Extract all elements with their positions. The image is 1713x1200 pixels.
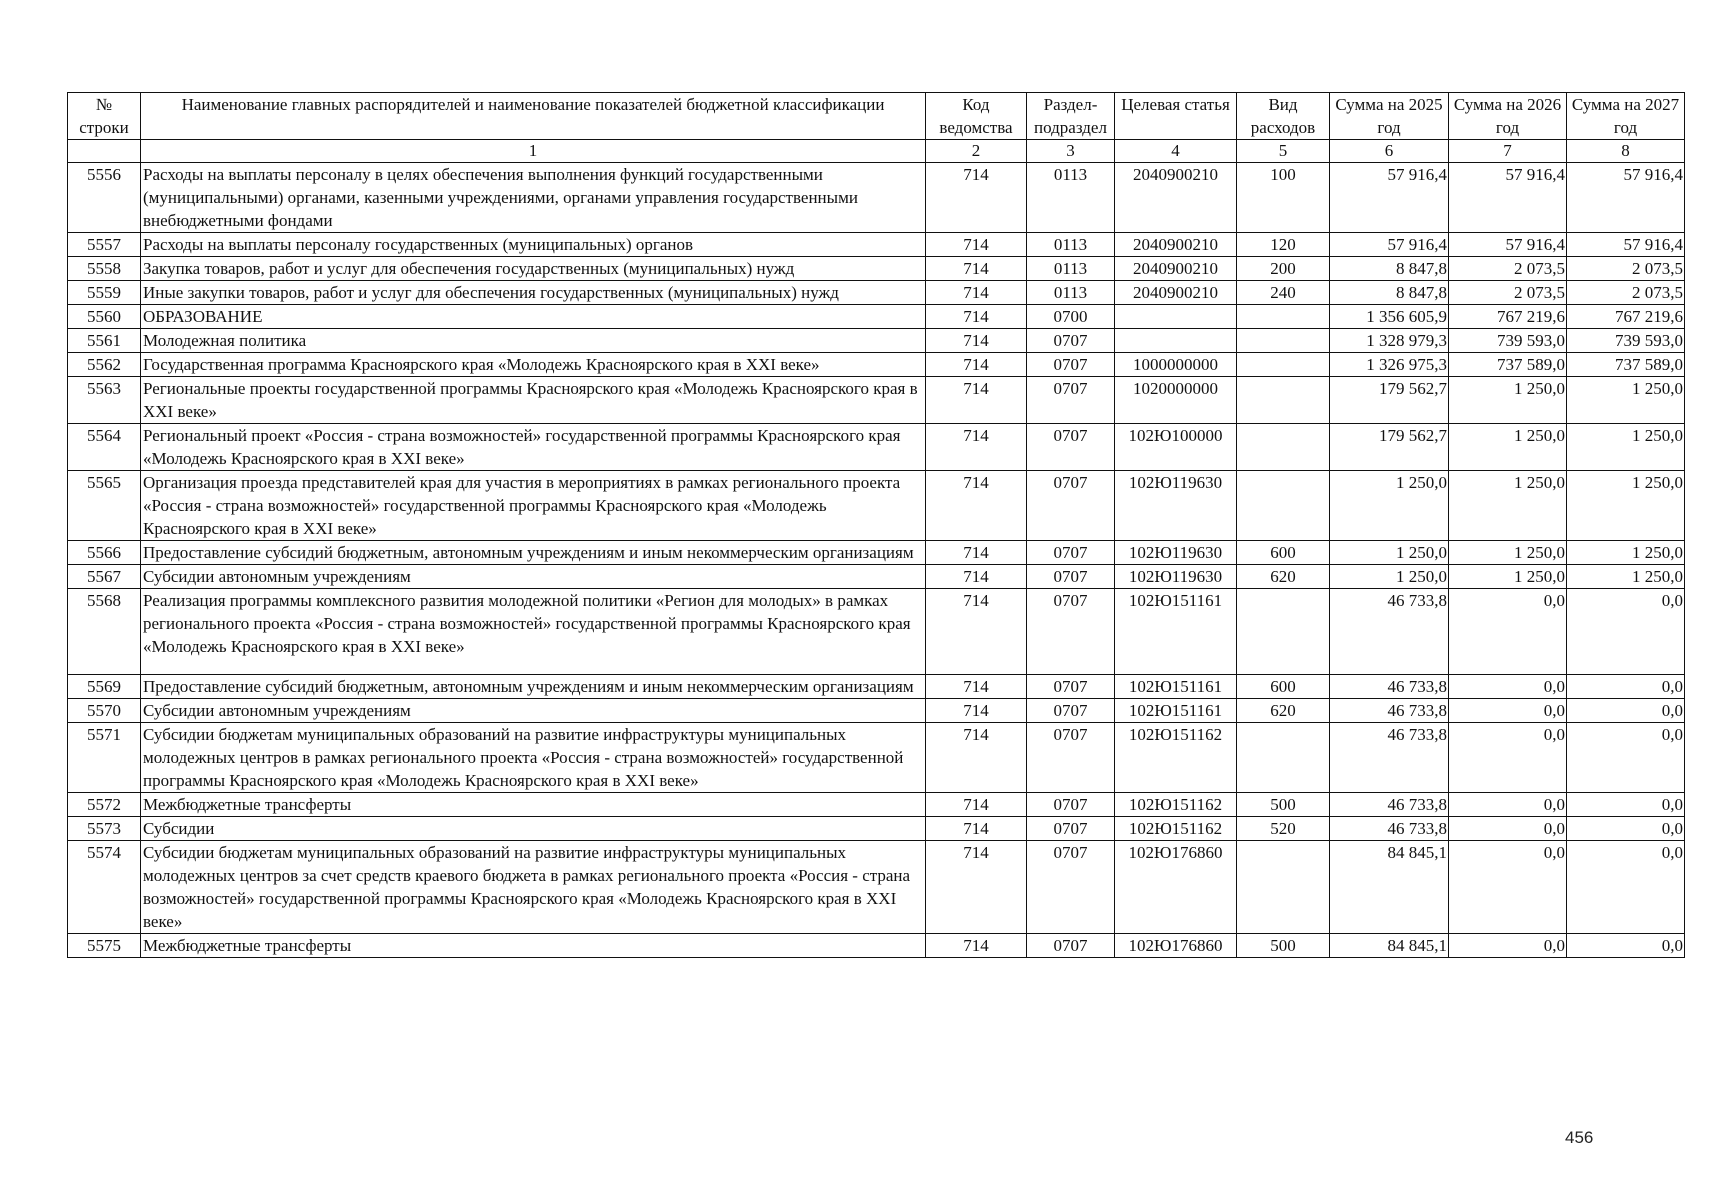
row-sum-2026: 0,0 bbox=[1449, 589, 1567, 675]
row-section: 0707 bbox=[1027, 675, 1115, 699]
row-dept-code: 714 bbox=[926, 723, 1027, 793]
row-dept-code: 714 bbox=[926, 163, 1027, 233]
row-name: Региональные проекты государственной программы Красноярского края «Молодежь Красноярского края в XXI веке» bbox=[141, 377, 926, 424]
row-target: 1020000000 bbox=[1115, 377, 1237, 424]
header-dept-code: Код ведомства bbox=[926, 93, 1027, 140]
row-sum-2025: 1 250,0 bbox=[1330, 565, 1449, 589]
table-row bbox=[68, 163, 1685, 233]
row-name: Реализация программы комплексного развития молодежной политики «Регион для молодых» в рамках регионального проекта «Россия - страна возможностей» государственной программы Красноярского края «Молодежь Красноярского края в XXI веке» bbox=[141, 589, 926, 675]
column-number: 4 bbox=[1115, 140, 1237, 163]
row-exp-type bbox=[1237, 424, 1330, 471]
header-row-no: № строки bbox=[68, 93, 141, 140]
row-section: 0707 bbox=[1027, 817, 1115, 841]
row-number: 5574 bbox=[68, 841, 141, 934]
row-dept-code: 714 bbox=[926, 471, 1027, 541]
header-row bbox=[68, 93, 1685, 140]
row-exp-type bbox=[1237, 353, 1330, 377]
header-section: Раздел-подраздел bbox=[1027, 93, 1115, 140]
row-sum-2025: 46 733,8 bbox=[1330, 675, 1449, 699]
row-number: 5556 bbox=[68, 163, 141, 233]
row-target: 2040900210 bbox=[1115, 281, 1237, 305]
header-name: Наименование главных распорядителей и наименование показателей бюджетной классификации bbox=[141, 93, 926, 140]
row-number: 5567 bbox=[68, 565, 141, 589]
row-number: 5575 bbox=[68, 934, 141, 958]
row-sum-2026: 767 219,6 bbox=[1449, 305, 1567, 329]
row-section: 0707 bbox=[1027, 934, 1115, 958]
row-target: 102Ю151161 bbox=[1115, 589, 1237, 675]
row-name: Иные закупки товаров, работ и услуг для обеспечения государственных (муниципальных) нужд bbox=[141, 281, 926, 305]
row-name: Межбюджетные трансферты bbox=[141, 793, 926, 817]
row-section: 0707 bbox=[1027, 699, 1115, 723]
row-name: Предоставление субсидий бюджетным, автономным учреждениям и иным некоммерческим организациям bbox=[141, 541, 926, 565]
row-sum-2027: 2 073,5 bbox=[1567, 257, 1685, 281]
row-name: Расходы на выплаты персоналу государственных (муниципальных) органов bbox=[141, 233, 926, 257]
row-name: Региональный проект «Россия - страна возможностей» государственной программы Красноярского края «Молодежь Красноярского края в XXI веке» bbox=[141, 424, 926, 471]
column-number: 8 bbox=[1567, 140, 1685, 163]
header-sum-2025: Сумма на 2025 год bbox=[1330, 93, 1449, 140]
row-dept-code: 714 bbox=[926, 934, 1027, 958]
table-row bbox=[68, 934, 1685, 958]
row-sum-2025: 8 847,8 bbox=[1330, 281, 1449, 305]
row-section: 0113 bbox=[1027, 257, 1115, 281]
row-sum-2025: 84 845,1 bbox=[1330, 934, 1449, 958]
row-exp-type bbox=[1237, 305, 1330, 329]
row-name: ОБРАЗОВАНИЕ bbox=[141, 305, 926, 329]
row-number: 5571 bbox=[68, 723, 141, 793]
row-section: 0707 bbox=[1027, 841, 1115, 934]
row-sum-2027: 0,0 bbox=[1567, 589, 1685, 675]
column-number: 3 bbox=[1027, 140, 1115, 163]
column-number: 2 bbox=[926, 140, 1027, 163]
row-name: Расходы на выплаты персоналу в целях обеспечения выполнения функций государственными (муниципальными) органами, казенными учреждениями, органами управления государственными внебюджетными фондами bbox=[141, 163, 926, 233]
row-section: 0707 bbox=[1027, 329, 1115, 353]
row-exp-type: 600 bbox=[1237, 541, 1330, 565]
row-exp-type: 520 bbox=[1237, 817, 1330, 841]
row-section: 0707 bbox=[1027, 353, 1115, 377]
row-dept-code: 714 bbox=[926, 305, 1027, 329]
table-row bbox=[68, 541, 1685, 565]
row-sum-2027: 0,0 bbox=[1567, 699, 1685, 723]
row-sum-2027: 2 073,5 bbox=[1567, 281, 1685, 305]
row-target: 102Ю100000 bbox=[1115, 424, 1237, 471]
row-target: 102Ю176860 bbox=[1115, 934, 1237, 958]
row-dept-code: 714 bbox=[926, 817, 1027, 841]
row-number: 5558 bbox=[68, 257, 141, 281]
table-row bbox=[68, 793, 1685, 817]
row-target: 102Ю151162 bbox=[1115, 793, 1237, 817]
row-exp-type: 600 bbox=[1237, 675, 1330, 699]
column-number-row bbox=[68, 140, 1685, 163]
row-section: 0707 bbox=[1027, 424, 1115, 471]
row-section: 0707 bbox=[1027, 377, 1115, 424]
row-sum-2025: 1 250,0 bbox=[1330, 541, 1449, 565]
row-section: 0707 bbox=[1027, 471, 1115, 541]
row-name: Молодежная политика bbox=[141, 329, 926, 353]
row-sum-2025: 57 916,4 bbox=[1330, 163, 1449, 233]
row-target bbox=[1115, 329, 1237, 353]
row-target: 102Ю119630 bbox=[1115, 541, 1237, 565]
table-row bbox=[68, 723, 1685, 793]
row-sum-2025: 46 733,8 bbox=[1330, 699, 1449, 723]
row-number: 5561 bbox=[68, 329, 141, 353]
header-target: Целевая статья bbox=[1115, 93, 1237, 140]
table-row bbox=[68, 377, 1685, 424]
table-row bbox=[68, 589, 1685, 675]
row-dept-code: 714 bbox=[926, 233, 1027, 257]
row-sum-2025: 46 733,8 bbox=[1330, 793, 1449, 817]
row-sum-2026: 1 250,0 bbox=[1449, 565, 1567, 589]
row-dept-code: 714 bbox=[926, 565, 1027, 589]
row-number: 5570 bbox=[68, 699, 141, 723]
row-sum-2026: 57 916,4 bbox=[1449, 163, 1567, 233]
row-name: Субсидии автономным учреждениям bbox=[141, 699, 926, 723]
column-number bbox=[68, 140, 141, 163]
row-section: 0707 bbox=[1027, 793, 1115, 817]
row-sum-2027: 1 250,0 bbox=[1567, 565, 1685, 589]
row-exp-type: 620 bbox=[1237, 565, 1330, 589]
row-sum-2025: 1 250,0 bbox=[1330, 471, 1449, 541]
row-target: 2040900210 bbox=[1115, 163, 1237, 233]
row-sum-2027: 0,0 bbox=[1567, 675, 1685, 699]
row-number: 5564 bbox=[68, 424, 141, 471]
page-number: 456 bbox=[1565, 1128, 1594, 1147]
row-sum-2026: 57 916,4 bbox=[1449, 233, 1567, 257]
row-dept-code: 714 bbox=[926, 424, 1027, 471]
row-exp-type: 120 bbox=[1237, 233, 1330, 257]
row-number: 5560 bbox=[68, 305, 141, 329]
row-sum-2027: 0,0 bbox=[1567, 934, 1685, 958]
row-sum-2026: 737 589,0 bbox=[1449, 353, 1567, 377]
row-target: 102Ю119630 bbox=[1115, 565, 1237, 589]
row-sum-2027: 57 916,4 bbox=[1567, 233, 1685, 257]
header-exp-type: Вид расходов bbox=[1237, 93, 1330, 140]
table-body bbox=[68, 163, 1685, 958]
row-exp-type bbox=[1237, 471, 1330, 541]
row-target: 2040900210 bbox=[1115, 257, 1237, 281]
row-dept-code: 714 bbox=[926, 793, 1027, 817]
row-exp-type bbox=[1237, 377, 1330, 424]
row-number: 5569 bbox=[68, 675, 141, 699]
row-dept-code: 714 bbox=[926, 589, 1027, 675]
column-number: 1 bbox=[141, 140, 926, 163]
row-target: 102Ю176860 bbox=[1115, 841, 1237, 934]
row-sum-2027: 767 219,6 bbox=[1567, 305, 1685, 329]
table-row bbox=[68, 257, 1685, 281]
row-exp-type: 240 bbox=[1237, 281, 1330, 305]
column-number: 7 bbox=[1449, 140, 1567, 163]
row-dept-code: 714 bbox=[926, 353, 1027, 377]
row-exp-type bbox=[1237, 841, 1330, 934]
row-section: 0707 bbox=[1027, 589, 1115, 675]
row-sum-2025: 1 328 979,3 bbox=[1330, 329, 1449, 353]
row-name: Предоставление субсидий бюджетным, автономным учреждениям и иным некоммерческим организациям bbox=[141, 675, 926, 699]
row-dept-code: 714 bbox=[926, 377, 1027, 424]
row-sum-2027: 57 916,4 bbox=[1567, 163, 1685, 233]
row-sum-2027: 0,0 bbox=[1567, 723, 1685, 793]
row-sum-2027: 739 593,0 bbox=[1567, 329, 1685, 353]
row-number: 5563 bbox=[68, 377, 141, 424]
row-number: 5559 bbox=[68, 281, 141, 305]
row-dept-code: 714 bbox=[926, 841, 1027, 934]
row-section: 0707 bbox=[1027, 541, 1115, 565]
row-sum-2026: 2 073,5 bbox=[1449, 281, 1567, 305]
row-sum-2026: 2 073,5 bbox=[1449, 257, 1567, 281]
row-sum-2027: 737 589,0 bbox=[1567, 353, 1685, 377]
row-sum-2025: 1 326 975,3 bbox=[1330, 353, 1449, 377]
row-sum-2025: 46 733,8 bbox=[1330, 589, 1449, 675]
row-sum-2026: 0,0 bbox=[1449, 699, 1567, 723]
row-sum-2027: 1 250,0 bbox=[1567, 424, 1685, 471]
row-sum-2026: 1 250,0 bbox=[1449, 541, 1567, 565]
table-row bbox=[68, 565, 1685, 589]
row-sum-2025: 179 562,7 bbox=[1330, 424, 1449, 471]
row-dept-code: 714 bbox=[926, 281, 1027, 305]
row-number: 5573 bbox=[68, 817, 141, 841]
row-exp-type: 620 bbox=[1237, 699, 1330, 723]
row-exp-type: 100 bbox=[1237, 163, 1330, 233]
row-sum-2026: 0,0 bbox=[1449, 675, 1567, 699]
row-sum-2025: 8 847,8 bbox=[1330, 257, 1449, 281]
budget-table bbox=[67, 92, 1685, 958]
row-sum-2027: 0,0 bbox=[1567, 817, 1685, 841]
row-sum-2026: 1 250,0 bbox=[1449, 424, 1567, 471]
table-row bbox=[68, 471, 1685, 541]
row-target: 1000000000 bbox=[1115, 353, 1237, 377]
table-row bbox=[68, 305, 1685, 329]
row-sum-2026: 0,0 bbox=[1449, 841, 1567, 934]
row-target: 2040900210 bbox=[1115, 233, 1237, 257]
column-number: 6 bbox=[1330, 140, 1449, 163]
row-dept-code: 714 bbox=[926, 329, 1027, 353]
row-sum-2025: 46 733,8 bbox=[1330, 723, 1449, 793]
row-section: 0707 bbox=[1027, 723, 1115, 793]
row-dept-code: 714 bbox=[926, 675, 1027, 699]
row-section: 0113 bbox=[1027, 233, 1115, 257]
row-sum-2026: 1 250,0 bbox=[1449, 377, 1567, 424]
row-name: Субсидии bbox=[141, 817, 926, 841]
row-target: 102Ю119630 bbox=[1115, 471, 1237, 541]
row-target: 102Ю151161 bbox=[1115, 675, 1237, 699]
row-name: Государственная программа Красноярского края «Молодежь Красноярского края в XXI веке» bbox=[141, 353, 926, 377]
row-sum-2027: 1 250,0 bbox=[1567, 471, 1685, 541]
row-sum-2027: 1 250,0 bbox=[1567, 541, 1685, 565]
row-exp-type: 500 bbox=[1237, 934, 1330, 958]
row-target: 102Ю151161 bbox=[1115, 699, 1237, 723]
header-sum-2026: Сумма на 2026 год bbox=[1449, 93, 1567, 140]
row-number: 5562 bbox=[68, 353, 141, 377]
row-sum-2025: 57 916,4 bbox=[1330, 233, 1449, 257]
header-sum-2027: Сумма на 2027 год bbox=[1567, 93, 1685, 140]
row-section: 0113 bbox=[1027, 281, 1115, 305]
table-row bbox=[68, 841, 1685, 934]
row-dept-code: 714 bbox=[926, 699, 1027, 723]
row-exp-type bbox=[1237, 723, 1330, 793]
table-row bbox=[68, 424, 1685, 471]
row-exp-type: 200 bbox=[1237, 257, 1330, 281]
table-row bbox=[68, 353, 1685, 377]
row-number: 5572 bbox=[68, 793, 141, 817]
row-name: Межбюджетные трансферты bbox=[141, 934, 926, 958]
row-sum-2026: 0,0 bbox=[1449, 793, 1567, 817]
row-number: 5565 bbox=[68, 471, 141, 541]
row-exp-type bbox=[1237, 329, 1330, 353]
column-number: 5 bbox=[1237, 140, 1330, 163]
row-name: Организация проезда представителей края для участия в мероприятиях в рамках регионального проекта «Россия - страна возможностей» государственной программы Красноярского края «Молодежь Красноярского края в XXI веке» bbox=[141, 471, 926, 541]
row-section: 0700 bbox=[1027, 305, 1115, 329]
row-sum-2026: 0,0 bbox=[1449, 723, 1567, 793]
row-sum-2026: 739 593,0 bbox=[1449, 329, 1567, 353]
row-sum-2027: 1 250,0 bbox=[1567, 377, 1685, 424]
row-sum-2027: 0,0 bbox=[1567, 793, 1685, 817]
row-name: Закупка товаров, работ и услуг для обеспечения государственных (муниципальных) нужд bbox=[141, 257, 926, 281]
table-row bbox=[68, 233, 1685, 257]
row-name: Субсидии бюджетам муниципальных образований на развитие инфраструктуры муниципальных молодежных центров в рамках регионального проекта «Россия - страна возможностей» государственной программы Красноярского края «Молодежь Красноярского края в XXI веке» bbox=[141, 723, 926, 793]
row-sum-2025: 1 356 605,9 bbox=[1330, 305, 1449, 329]
row-dept-code: 714 bbox=[926, 541, 1027, 565]
table-row bbox=[68, 329, 1685, 353]
row-sum-2026: 0,0 bbox=[1449, 817, 1567, 841]
row-sum-2026: 1 250,0 bbox=[1449, 471, 1567, 541]
row-sum-2025: 84 845,1 bbox=[1330, 841, 1449, 934]
row-section: 0113 bbox=[1027, 163, 1115, 233]
row-target bbox=[1115, 305, 1237, 329]
row-exp-type: 500 bbox=[1237, 793, 1330, 817]
row-sum-2026: 0,0 bbox=[1449, 934, 1567, 958]
row-exp-type bbox=[1237, 589, 1330, 675]
row-target: 102Ю151162 bbox=[1115, 817, 1237, 841]
table-row bbox=[68, 699, 1685, 723]
row-name: Субсидии автономным учреждениям bbox=[141, 565, 926, 589]
table-row bbox=[68, 817, 1685, 841]
row-section: 0707 bbox=[1027, 565, 1115, 589]
row-target: 102Ю151162 bbox=[1115, 723, 1237, 793]
row-sum-2025: 46 733,8 bbox=[1330, 817, 1449, 841]
row-dept-code: 714 bbox=[926, 257, 1027, 281]
row-sum-2025: 179 562,7 bbox=[1330, 377, 1449, 424]
row-sum-2027: 0,0 bbox=[1567, 841, 1685, 934]
row-number: 5557 bbox=[68, 233, 141, 257]
row-number: 5566 bbox=[68, 541, 141, 565]
row-number: 5568 bbox=[68, 589, 141, 675]
row-name: Субсидии бюджетам муниципальных образований на развитие инфраструктуры муниципальных молодежных центров за счет средств краевого бюджета в рамках регионального проекта «Россия - страна возможностей» государственной программы Красноярского края «Молодежь Красноярского края в XXI веке» bbox=[141, 841, 926, 934]
table-row bbox=[68, 675, 1685, 699]
table-row bbox=[68, 281, 1685, 305]
